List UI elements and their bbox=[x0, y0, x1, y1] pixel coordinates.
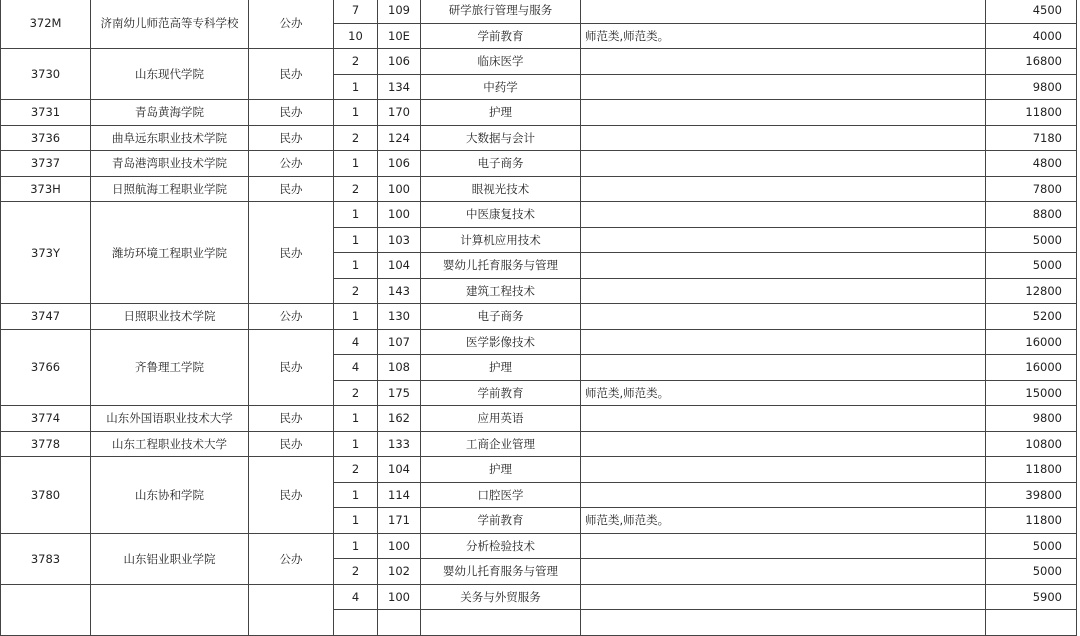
plan-count-cell: 1 bbox=[334, 151, 378, 177]
major-name-cell: 婴幼儿托育服务与管理 bbox=[421, 559, 581, 585]
plan-count-cell: 1 bbox=[334, 100, 378, 126]
tuition-cell bbox=[986, 610, 1077, 636]
major-note-cell: 师范类,师范类。 bbox=[581, 23, 986, 49]
plan-count-cell: 1 bbox=[334, 304, 378, 330]
tuition-cell: 5000 bbox=[986, 559, 1077, 585]
major-note-cell bbox=[581, 278, 986, 304]
major-name-cell: 婴幼儿托育服务与管理 bbox=[421, 253, 581, 279]
major-code-cell: 104 bbox=[378, 253, 421, 279]
school-name-cell: 齐鲁理工学院 bbox=[91, 329, 249, 406]
major-code-cell: 134 bbox=[378, 74, 421, 100]
tuition-cell: 4500 bbox=[986, 0, 1077, 23]
table-row bbox=[1, 406, 1077, 432]
table-row bbox=[1, 329, 1077, 355]
plan-count-cell: 4 bbox=[334, 584, 378, 610]
major-note-cell: 师范类,师范类。 bbox=[581, 508, 986, 534]
school-type-cell: 民办 bbox=[249, 202, 334, 304]
table-row bbox=[1, 584, 1077, 610]
major-name-cell: 护理 bbox=[421, 100, 581, 126]
plan-count-cell: 1 bbox=[334, 74, 378, 100]
tuition-cell: 5200 bbox=[986, 304, 1077, 330]
school-code-cell: 3778 bbox=[1, 431, 91, 457]
major-note-cell bbox=[581, 533, 986, 559]
school-code-cell: 3747 bbox=[1, 304, 91, 330]
school-code-cell: 373H bbox=[1, 176, 91, 202]
plan-count-cell: 2 bbox=[334, 457, 378, 483]
school-type-cell: 公办 bbox=[249, 533, 334, 584]
major-note-cell bbox=[581, 176, 986, 202]
plan-count-cell: 4 bbox=[334, 329, 378, 355]
school-code-cell: 3774 bbox=[1, 406, 91, 432]
school-name-cell: 山东现代学院 bbox=[91, 49, 249, 100]
plan-count-cell: 1 bbox=[334, 202, 378, 228]
major-name-cell: 大数据与会计 bbox=[421, 125, 581, 151]
tuition-cell: 5000 bbox=[986, 227, 1077, 253]
major-name-cell: 眼视光技术 bbox=[421, 176, 581, 202]
major-name-cell: 口腔医学 bbox=[421, 482, 581, 508]
major-code-cell: 162 bbox=[378, 406, 421, 432]
major-note-cell bbox=[581, 559, 986, 585]
table-row bbox=[1, 176, 1077, 202]
school-type-cell: 公办 bbox=[249, 0, 334, 49]
major-code-cell: 130 bbox=[378, 304, 421, 330]
tuition-cell: 16800 bbox=[986, 49, 1077, 75]
major-name-cell: 中药学 bbox=[421, 74, 581, 100]
school-code-cell: 373Y bbox=[1, 202, 91, 304]
plan-count-cell: 2 bbox=[334, 125, 378, 151]
major-note-cell bbox=[581, 457, 986, 483]
major-name-cell: 护理 bbox=[421, 355, 581, 381]
major-code-cell: 109 bbox=[378, 0, 421, 23]
school-name-cell: 潍坊环境工程职业学院 bbox=[91, 202, 249, 304]
major-name-cell: 临床医学 bbox=[421, 49, 581, 75]
school-code-cell: 3780 bbox=[1, 457, 91, 534]
school-type-cell: 民办 bbox=[249, 176, 334, 202]
plan-count-cell: 2 bbox=[334, 278, 378, 304]
major-code-cell: 175 bbox=[378, 380, 421, 406]
plan-count-cell: 2 bbox=[334, 380, 378, 406]
major-name-cell: 关务与外贸服务 bbox=[421, 584, 581, 610]
school-name-cell: 日照职业技术学院 bbox=[91, 304, 249, 330]
tuition-cell: 9800 bbox=[986, 406, 1077, 432]
major-code-cell: 100 bbox=[378, 533, 421, 559]
major-note-cell bbox=[581, 74, 986, 100]
major-code-cell: 100 bbox=[378, 202, 421, 228]
school-name-cell: 山东工程职业技术大学 bbox=[91, 431, 249, 457]
major-code-cell: 133 bbox=[378, 431, 421, 457]
school-code-cell: 3766 bbox=[1, 329, 91, 406]
major-code-cell: 104 bbox=[378, 457, 421, 483]
major-code-cell: 10E bbox=[378, 23, 421, 49]
plan-count-cell: 1 bbox=[334, 508, 378, 534]
tuition-cell: 9800 bbox=[986, 74, 1077, 100]
tuition-cell: 10800 bbox=[986, 431, 1077, 457]
tuition-cell: 5900 bbox=[986, 584, 1077, 610]
table-row bbox=[1, 304, 1077, 330]
major-code-cell: 100 bbox=[378, 176, 421, 202]
major-note-cell bbox=[581, 610, 986, 636]
plan-count-cell: 1 bbox=[334, 482, 378, 508]
major-code-cell bbox=[378, 610, 421, 636]
major-note-cell bbox=[581, 151, 986, 177]
tuition-cell: 7800 bbox=[986, 176, 1077, 202]
major-code-cell: 124 bbox=[378, 125, 421, 151]
tuition-cell: 5000 bbox=[986, 253, 1077, 279]
school-name-cell: 山东协和学院 bbox=[91, 457, 249, 534]
table-body bbox=[1, 0, 1077, 635]
major-note-cell bbox=[581, 0, 986, 23]
major-note-cell bbox=[581, 304, 986, 330]
major-note-cell bbox=[581, 584, 986, 610]
major-code-cell: 170 bbox=[378, 100, 421, 126]
school-name-cell: 青岛港湾职业技术学院 bbox=[91, 151, 249, 177]
major-name-cell: 电子商务 bbox=[421, 304, 581, 330]
tuition-cell: 4800 bbox=[986, 151, 1077, 177]
school-code-cell bbox=[1, 584, 91, 635]
table-row bbox=[1, 202, 1077, 228]
major-code-cell: 114 bbox=[378, 482, 421, 508]
table-row bbox=[1, 49, 1077, 75]
school-type-cell bbox=[249, 584, 334, 635]
plan-count-cell: 2 bbox=[334, 176, 378, 202]
major-name-cell: 研学旅行管理与服务 bbox=[421, 0, 581, 23]
school-code-cell: 3736 bbox=[1, 125, 91, 151]
table-row bbox=[1, 0, 1077, 23]
major-name-cell: 护理 bbox=[421, 457, 581, 483]
tuition-cell: 5000 bbox=[986, 533, 1077, 559]
major-note-cell bbox=[581, 49, 986, 75]
plan-count-cell: 7 bbox=[334, 0, 378, 23]
major-name-cell: 工商企业管理 bbox=[421, 431, 581, 457]
tuition-cell: 11800 bbox=[986, 508, 1077, 534]
plan-count-cell: 1 bbox=[334, 253, 378, 279]
tuition-cell: 12800 bbox=[986, 278, 1077, 304]
school-code-cell: 372M bbox=[1, 0, 91, 49]
school-name-cell: 济南幼儿师范高等专科学校 bbox=[91, 0, 249, 49]
school-name-cell: 日照航海工程职业学院 bbox=[91, 176, 249, 202]
major-code-cell: 102 bbox=[378, 559, 421, 585]
major-name-cell: 学前教育 bbox=[421, 380, 581, 406]
tuition-cell: 11800 bbox=[986, 457, 1077, 483]
school-code-cell: 3731 bbox=[1, 100, 91, 126]
school-code-cell: 3730 bbox=[1, 49, 91, 100]
tuition-cell: 11800 bbox=[986, 100, 1077, 126]
table-row bbox=[1, 151, 1077, 177]
table-row bbox=[1, 533, 1077, 559]
major-note-cell bbox=[581, 100, 986, 126]
school-type-cell: 民办 bbox=[249, 431, 334, 457]
major-name-cell: 建筑工程技术 bbox=[421, 278, 581, 304]
major-note-cell: 师范类,师范类。 bbox=[581, 380, 986, 406]
tuition-cell: 39800 bbox=[986, 482, 1077, 508]
table-row bbox=[1, 100, 1077, 126]
plan-count-cell bbox=[334, 610, 378, 636]
school-type-cell: 民办 bbox=[249, 125, 334, 151]
school-type-cell: 民办 bbox=[249, 329, 334, 406]
school-name-cell bbox=[91, 584, 249, 635]
table-row bbox=[1, 431, 1077, 457]
major-note-cell bbox=[581, 227, 986, 253]
tuition-cell: 15000 bbox=[986, 380, 1077, 406]
plan-count-cell: 1 bbox=[334, 227, 378, 253]
school-type-cell: 民办 bbox=[249, 457, 334, 534]
school-type-cell: 公办 bbox=[249, 304, 334, 330]
major-note-cell bbox=[581, 431, 986, 457]
major-code-cell: 100 bbox=[378, 584, 421, 610]
major-name-cell: 分析检验技术 bbox=[421, 533, 581, 559]
major-code-cell: 143 bbox=[378, 278, 421, 304]
major-note-cell bbox=[581, 406, 986, 432]
school-type-cell: 民办 bbox=[249, 100, 334, 126]
major-code-cell: 108 bbox=[378, 355, 421, 381]
major-name-cell: 电子商务 bbox=[421, 151, 581, 177]
major-code-cell: 106 bbox=[378, 49, 421, 75]
major-code-cell: 106 bbox=[378, 151, 421, 177]
tuition-cell: 16000 bbox=[986, 329, 1077, 355]
major-name-cell: 学前教育 bbox=[421, 23, 581, 49]
plan-count-cell: 1 bbox=[334, 431, 378, 457]
major-code-cell: 103 bbox=[378, 227, 421, 253]
major-note-cell bbox=[581, 202, 986, 228]
school-name-cell: 曲阜远东职业技术学院 bbox=[91, 125, 249, 151]
school-code-cell: 3783 bbox=[1, 533, 91, 584]
major-note-cell bbox=[581, 125, 986, 151]
plan-count-cell: 4 bbox=[334, 355, 378, 381]
major-note-cell bbox=[581, 355, 986, 381]
school-name-cell: 青岛黄海学院 bbox=[91, 100, 249, 126]
school-type-cell: 民办 bbox=[249, 406, 334, 432]
school-type-cell: 民办 bbox=[249, 49, 334, 100]
major-note-cell bbox=[581, 329, 986, 355]
major-name-cell: 医学影像技术 bbox=[421, 329, 581, 355]
plan-count-cell: 2 bbox=[334, 49, 378, 75]
table-row bbox=[1, 457, 1077, 483]
major-name-cell: 应用英语 bbox=[421, 406, 581, 432]
major-note-cell bbox=[581, 253, 986, 279]
major-name-cell: 学前教育 bbox=[421, 508, 581, 534]
plan-count-cell: 1 bbox=[334, 533, 378, 559]
major-name-cell bbox=[421, 610, 581, 636]
school-type-cell: 公办 bbox=[249, 151, 334, 177]
tuition-cell: 7180 bbox=[986, 125, 1077, 151]
tuition-cell: 16000 bbox=[986, 355, 1077, 381]
major-code-cell: 171 bbox=[378, 508, 421, 534]
major-name-cell: 中医康复技术 bbox=[421, 202, 581, 228]
plan-count-cell: 1 bbox=[334, 406, 378, 432]
table-row bbox=[1, 125, 1077, 151]
plan-count-cell: 10 bbox=[334, 23, 378, 49]
school-code-cell: 3737 bbox=[1, 151, 91, 177]
major-name-cell: 计算机应用技术 bbox=[421, 227, 581, 253]
school-name-cell: 山东外国语职业技术大学 bbox=[91, 406, 249, 432]
tuition-cell: 4000 bbox=[986, 23, 1077, 49]
major-note-cell bbox=[581, 482, 986, 508]
plan-count-cell: 2 bbox=[334, 559, 378, 585]
major-code-cell: 107 bbox=[378, 329, 421, 355]
tuition-cell: 8800 bbox=[986, 202, 1077, 228]
school-name-cell: 山东铝业职业学院 bbox=[91, 533, 249, 584]
